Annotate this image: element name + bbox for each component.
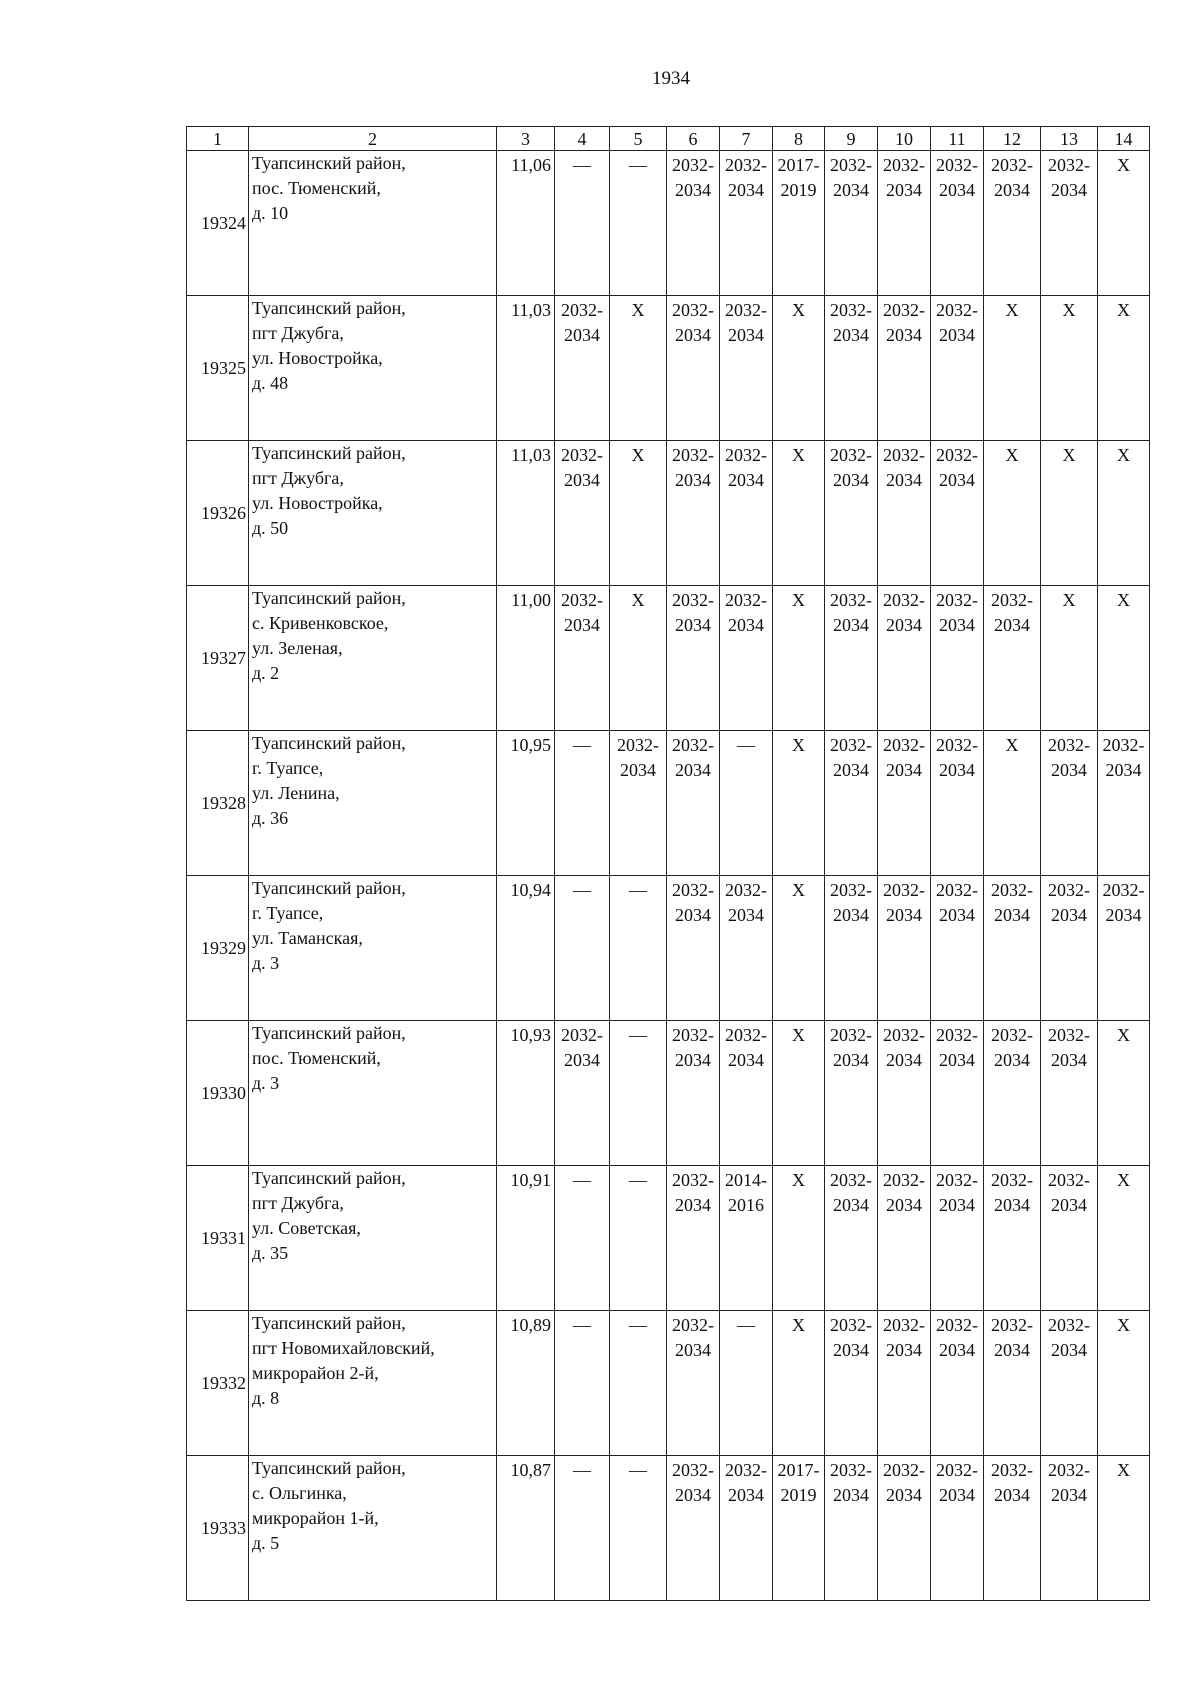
period-cell: 2032- 2034 xyxy=(825,441,878,586)
period-cell: 2032- 2034 xyxy=(825,1311,878,1456)
page-number: 1934 xyxy=(652,68,690,89)
period-cell: 2032- 2034 xyxy=(878,731,931,876)
period-cell: 2032- 2034 xyxy=(984,1021,1041,1166)
period-cell: Х xyxy=(1098,151,1150,296)
period-cell: 2032- 2034 xyxy=(720,151,773,296)
table-row xyxy=(187,1166,1150,1311)
period-cell: 2032- 2034 xyxy=(825,1456,878,1601)
row-id-cell: 19333 xyxy=(187,1456,249,1601)
row-id-cell: 19330 xyxy=(187,1021,249,1166)
period-cell: 2032- 2034 xyxy=(825,296,878,441)
period-cell: 2032- 2034 xyxy=(1041,1456,1098,1601)
period-cell: 2032- 2034 xyxy=(878,1456,931,1601)
table-row xyxy=(187,1311,1150,1456)
table-row xyxy=(187,586,1150,731)
period-cell: 2032- 2034 xyxy=(878,1311,931,1456)
period-cell: 2032- 2034 xyxy=(1041,731,1098,876)
period-cell: — xyxy=(610,1311,667,1456)
period-cell: Х xyxy=(1098,296,1150,441)
table-row xyxy=(187,1456,1150,1601)
period-cell: 2017- 2019 xyxy=(773,1456,825,1601)
period-cell: Х xyxy=(610,586,667,731)
period-cell: Х xyxy=(773,876,825,1021)
column-header: 12 xyxy=(984,127,1041,151)
table-row xyxy=(187,1021,1150,1166)
period-cell: — xyxy=(555,731,610,876)
row-id-cell: 19326 xyxy=(187,441,249,586)
period-cell: 2032- 2034 xyxy=(825,1021,878,1166)
row-id-cell: 19332 xyxy=(187,1311,249,1456)
column-header: 3 xyxy=(497,127,555,151)
period-cell: — xyxy=(610,1021,667,1166)
period-cell: 2032- 2034 xyxy=(878,586,931,731)
period-cell: 2032- 2034 xyxy=(984,1311,1041,1456)
period-cell: 2032- 2034 xyxy=(1098,876,1150,1021)
period-cell: 2032- 2034 xyxy=(555,296,610,441)
row-id-cell: 19327 xyxy=(187,586,249,731)
period-cell: Х xyxy=(773,1166,825,1311)
period-cell: 2032- 2034 xyxy=(984,586,1041,731)
period-cell: 2032- 2034 xyxy=(825,1166,878,1311)
period-cell: 2032- 2034 xyxy=(555,1021,610,1166)
period-cell: — xyxy=(610,1456,667,1601)
value-cell: 11,03 xyxy=(497,296,555,441)
period-cell: 2032- 2034 xyxy=(555,586,610,731)
period-cell: 2032- 2034 xyxy=(1041,151,1098,296)
column-header: 2 xyxy=(249,127,497,151)
period-cell: 2032- 2034 xyxy=(720,441,773,586)
period-cell: 2032- 2034 xyxy=(931,731,984,876)
period-cell: 2032- 2034 xyxy=(667,1456,720,1601)
column-header: 10 xyxy=(878,127,931,151)
period-cell: 2032- 2034 xyxy=(878,441,931,586)
period-cell: — xyxy=(610,1166,667,1311)
period-cell: 2032- 2034 xyxy=(720,876,773,1021)
period-cell: 2032- 2034 xyxy=(720,1021,773,1166)
period-cell: 2032- 2034 xyxy=(1041,1166,1098,1311)
address-cell: Туапсинский район, г. Туапсе, ул. Ленина, д. 36 xyxy=(249,731,497,876)
period-cell: 2032- 2034 xyxy=(931,876,984,1021)
period-cell: — xyxy=(555,1456,610,1601)
period-cell: Х xyxy=(773,1021,825,1166)
period-cell: — xyxy=(610,151,667,296)
address-cell: Туапсинский район, пгт Новомихайловский, микрорайон 2-й, д. 8 xyxy=(249,1311,497,1456)
period-cell: 2032- 2034 xyxy=(720,296,773,441)
address-cell: Туапсинский район, с. Ольгинка, микрорайон 1-й, д. 5 xyxy=(249,1456,497,1601)
table-row xyxy=(187,296,1150,441)
period-cell: 2032- 2034 xyxy=(931,441,984,586)
value-cell: 11,00 xyxy=(497,586,555,731)
column-header: 8 xyxy=(773,127,825,151)
period-cell: Х xyxy=(984,441,1041,586)
period-cell: Х xyxy=(1041,586,1098,731)
period-cell: 2032- 2034 xyxy=(720,1456,773,1601)
period-cell: 2032- 2034 xyxy=(984,1166,1041,1311)
period-cell: 2032- 2034 xyxy=(931,586,984,731)
address-cell: Туапсинский район, пос. Тюменский, д. 10 xyxy=(249,151,497,296)
value-cell: 10,95 xyxy=(497,731,555,876)
period-cell: 2032- 2034 xyxy=(555,441,610,586)
period-cell: Х xyxy=(984,296,1041,441)
period-cell: Х xyxy=(773,731,825,876)
row-id-cell: 19324 xyxy=(187,151,249,296)
column-header: 4 xyxy=(555,127,610,151)
column-header: 5 xyxy=(610,127,667,151)
row-id-cell: 19331 xyxy=(187,1166,249,1311)
header-row xyxy=(187,127,1150,151)
period-cell: Х xyxy=(773,586,825,731)
period-cell: Х xyxy=(1098,441,1150,586)
period-cell: 2032- 2034 xyxy=(667,586,720,731)
period-cell: 2032- 2034 xyxy=(667,876,720,1021)
period-cell: Х xyxy=(1098,1311,1150,1456)
period-cell: — xyxy=(720,731,773,876)
period-cell: 2017- 2019 xyxy=(773,151,825,296)
period-cell: 2032- 2034 xyxy=(931,296,984,441)
period-cell: 2032- 2034 xyxy=(931,1021,984,1166)
row-id-cell: 19328 xyxy=(187,731,249,876)
period-cell: 2032- 2034 xyxy=(984,876,1041,1021)
period-cell: Х xyxy=(1098,586,1150,731)
table-row xyxy=(187,441,1150,586)
column-header: 13 xyxy=(1041,127,1098,151)
period-cell: Х xyxy=(773,1311,825,1456)
column-header: 14 xyxy=(1098,127,1150,151)
housing-table xyxy=(186,126,1150,1601)
period-cell: 2032- 2034 xyxy=(825,731,878,876)
period-cell: Х xyxy=(1098,1021,1150,1166)
column-header: 6 xyxy=(667,127,720,151)
period-cell: Х xyxy=(773,441,825,586)
column-header: 9 xyxy=(825,127,878,151)
period-cell: Х xyxy=(773,296,825,441)
period-cell: Х xyxy=(610,441,667,586)
period-cell: — xyxy=(555,1311,610,1456)
period-cell: 2032- 2034 xyxy=(1041,876,1098,1021)
period-cell: — xyxy=(555,151,610,296)
column-header: 11 xyxy=(931,127,984,151)
value-cell: 11,03 xyxy=(497,441,555,586)
address-cell: Туапсинский район, пгт Джубга, ул. Новостройка, д. 48 xyxy=(249,296,497,441)
address-cell: Туапсинский район, пгт Джубга, ул. Новостройка, д. 50 xyxy=(249,441,497,586)
value-cell: 10,87 xyxy=(497,1456,555,1601)
period-cell: 2032- 2034 xyxy=(667,1166,720,1311)
period-cell: 2032- 2034 xyxy=(1041,1021,1098,1166)
column-header: 1 xyxy=(187,127,249,151)
period-cell: — xyxy=(555,1166,610,1311)
period-cell: 2032- 2034 xyxy=(984,1456,1041,1601)
period-cell: Х xyxy=(1041,296,1098,441)
period-cell: 2032- 2034 xyxy=(825,876,878,1021)
period-cell: Х xyxy=(1041,441,1098,586)
period-cell: 2032- 2034 xyxy=(667,1311,720,1456)
address-cell: Туапсинский район, пос. Тюменский, д. 3 xyxy=(249,1021,497,1166)
period-cell: 2032- 2034 xyxy=(931,1456,984,1601)
period-cell: — xyxy=(720,1311,773,1456)
value-cell: 10,94 xyxy=(497,876,555,1021)
value-cell: 11,06 xyxy=(497,151,555,296)
period-cell: 2032- 2034 xyxy=(610,731,667,876)
period-cell: 2032- 2034 xyxy=(667,151,720,296)
period-cell: 2032- 2034 xyxy=(667,731,720,876)
row-id-cell: 19325 xyxy=(187,296,249,441)
table-row xyxy=(187,876,1150,1021)
period-cell: Х xyxy=(984,731,1041,876)
period-cell: 2032- 2034 xyxy=(825,151,878,296)
period-cell: 2032- 2034 xyxy=(667,441,720,586)
value-cell: 10,89 xyxy=(497,1311,555,1456)
period-cell: 2032- 2034 xyxy=(931,1166,984,1311)
period-cell: — xyxy=(610,876,667,1021)
period-cell: 2032- 2034 xyxy=(1041,1311,1098,1456)
period-cell: 2032- 2034 xyxy=(878,296,931,441)
period-cell: 2032- 2034 xyxy=(825,586,878,731)
row-id-cell: 19329 xyxy=(187,876,249,1021)
period-cell: 2014- 2016 xyxy=(720,1166,773,1311)
period-cell: 2032- 2034 xyxy=(931,1311,984,1456)
period-cell: 2032- 2034 xyxy=(720,586,773,731)
address-cell: Туапсинский район, пгт Джубга, ул. Советская, д. 35 xyxy=(249,1166,497,1311)
value-cell: 10,91 xyxy=(497,1166,555,1311)
period-cell: 2032- 2034 xyxy=(984,151,1041,296)
period-cell: 2032- 2034 xyxy=(667,296,720,441)
period-cell: 2032- 2034 xyxy=(878,1166,931,1311)
period-cell: Х xyxy=(610,296,667,441)
period-cell: 2032- 2034 xyxy=(878,1021,931,1166)
period-cell: Х xyxy=(1098,1456,1150,1601)
table-row xyxy=(187,731,1150,876)
period-cell: 2032- 2034 xyxy=(931,151,984,296)
address-cell: Туапсинский район, с. Кривенковское, ул. Зеленая, д. 2 xyxy=(249,586,497,731)
period-cell: 2032- 2034 xyxy=(1098,731,1150,876)
table-row xyxy=(187,151,1150,296)
period-cell: 2032- 2034 xyxy=(878,151,931,296)
column-header: 7 xyxy=(720,127,773,151)
address-cell: Туапсинский район, г. Туапсе, ул. Таманская, д. 3 xyxy=(249,876,497,1021)
period-cell: 2032- 2034 xyxy=(667,1021,720,1166)
period-cell: — xyxy=(555,876,610,1021)
value-cell: 10,93 xyxy=(497,1021,555,1166)
period-cell: Х xyxy=(1098,1166,1150,1311)
period-cell: 2032- 2034 xyxy=(878,876,931,1021)
